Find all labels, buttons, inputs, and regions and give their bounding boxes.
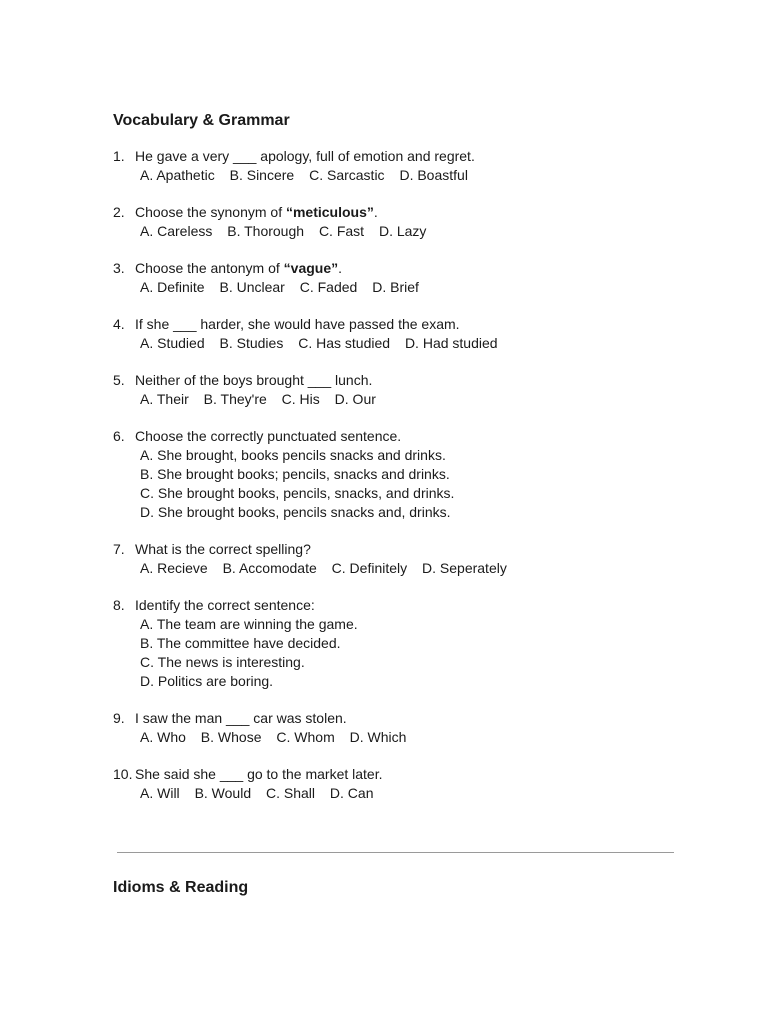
question-stem: She said she ___ go to the market later. <box>135 766 383 782</box>
option-c: C. Whom <box>276 729 335 745</box>
option-c: C. The news is interesting. <box>140 654 305 670</box>
option-b: B. Whose <box>200 729 262 745</box>
question-stem: What is the correct spelling? <box>135 541 311 557</box>
question-7 <box>113 540 733 578</box>
question-stem: I saw the man ___ car was stolen. <box>135 710 347 726</box>
option-a: A. Definite <box>140 279 205 295</box>
options-row <box>135 166 733 185</box>
option-a: A. Will <box>140 785 180 801</box>
question-number: 8. <box>113 597 125 613</box>
question-list <box>113 147 733 821</box>
option-c: C. Faded <box>299 279 358 295</box>
question-number: 1. <box>113 148 125 164</box>
stem-text: Choose the antonym of <box>135 260 284 276</box>
stem-punctuation: . <box>338 260 343 276</box>
option-d: D. Which <box>349 729 407 745</box>
option-a: A. Apathetic <box>140 167 215 183</box>
question-number: 7. <box>113 541 125 557</box>
stem-text: Choose the synonym of <box>135 204 286 220</box>
option-d: D. Seperately <box>422 560 507 576</box>
question-number: 4. <box>113 316 125 332</box>
option-d: D. Can <box>329 785 374 801</box>
question-number: 10. <box>113 766 133 782</box>
question-stem <box>135 203 733 222</box>
question-6 <box>113 427 733 522</box>
options-row <box>135 334 733 353</box>
question-8 <box>113 596 733 691</box>
option-c: C. Fast <box>318 223 365 239</box>
option-b: B. Accomodate <box>222 560 317 576</box>
question-stem: Neither of the boys brought ___ lunch. <box>135 372 373 388</box>
option-a: A. Recieve <box>140 560 208 576</box>
options-list <box>135 446 733 522</box>
option-d: D. Had studied <box>404 335 498 351</box>
option-b: B. Sincere <box>229 167 295 183</box>
options-row <box>135 728 733 747</box>
question-10 <box>113 765 733 803</box>
question-stem: If she ___ harder, she would have passed the exam. <box>135 316 460 332</box>
options-list <box>135 615 733 691</box>
section-divider <box>117 852 674 853</box>
question-number: 9. <box>113 710 125 726</box>
section-title-idioms-reading: Idioms & Reading <box>113 879 249 896</box>
option-b: B. Would <box>194 785 252 801</box>
options-row <box>135 222 733 241</box>
option-a: A. Their <box>140 391 189 407</box>
option-b: B. Studies <box>219 335 284 351</box>
question-number: 3. <box>113 260 125 276</box>
option-c: C. Definitely <box>331 560 408 576</box>
options-row <box>135 278 733 297</box>
option-c: C. Shall <box>266 785 316 801</box>
option-c: C. His <box>281 391 320 407</box>
stem-keyword: “vague” <box>283 260 339 276</box>
options-row <box>135 559 733 578</box>
question-stem: Choose the correctly punctuated sentence. <box>135 428 402 444</box>
option-c: C. Sarcastic <box>309 167 385 183</box>
option-b: B. Thorough <box>227 223 305 239</box>
question-stem: He gave a very ___ apology, full of emotion and regret. <box>135 148 475 164</box>
question-stem: Identify the correct sentence: <box>135 597 315 613</box>
option-a: A. Who <box>140 729 186 745</box>
option-d: D. Our <box>334 391 376 407</box>
question-3 <box>113 259 733 297</box>
question-number: 6. <box>113 428 125 444</box>
stem-keyword: “meticulous” <box>285 204 374 220</box>
option-b: B. Unclear <box>219 279 285 295</box>
option-b: B. They're <box>203 391 267 407</box>
option-a: A. Studied <box>140 335 205 351</box>
question-4 <box>113 315 733 353</box>
question-number: 2. <box>113 204 125 220</box>
option-d: D. Lazy <box>378 223 427 239</box>
question-9 <box>113 709 733 747</box>
option-a: A. The team are winning the game. <box>140 616 358 632</box>
question-2 <box>113 203 733 241</box>
option-c: C. She brought books, pencils, snacks, and drinks. <box>140 485 455 501</box>
options-row <box>135 390 733 409</box>
option-b: B. She brought books; pencils, snacks and drinks. <box>140 466 450 482</box>
stem-punctuation: . <box>373 204 378 220</box>
options-row <box>135 784 733 803</box>
option-d: D. Boastful <box>399 167 468 183</box>
option-a: A. Careless <box>140 223 213 239</box>
option-d: D. She brought books, pencils snacks and, drinks. <box>140 504 451 520</box>
option-d: D. Brief <box>372 279 419 295</box>
option-b: B. The committee have decided. <box>140 635 341 651</box>
question-stem <box>135 259 733 278</box>
section-title-vocabulary-grammar: Vocabulary & Grammar <box>113 112 290 129</box>
question-number: 5. <box>113 372 125 388</box>
question-5 <box>113 371 733 409</box>
option-a: A. She brought, books pencils snacks and drinks. <box>140 447 446 463</box>
question-1 <box>113 147 733 185</box>
option-d: D. Politics are boring. <box>140 673 274 689</box>
option-c: C. Has studied <box>298 335 391 351</box>
